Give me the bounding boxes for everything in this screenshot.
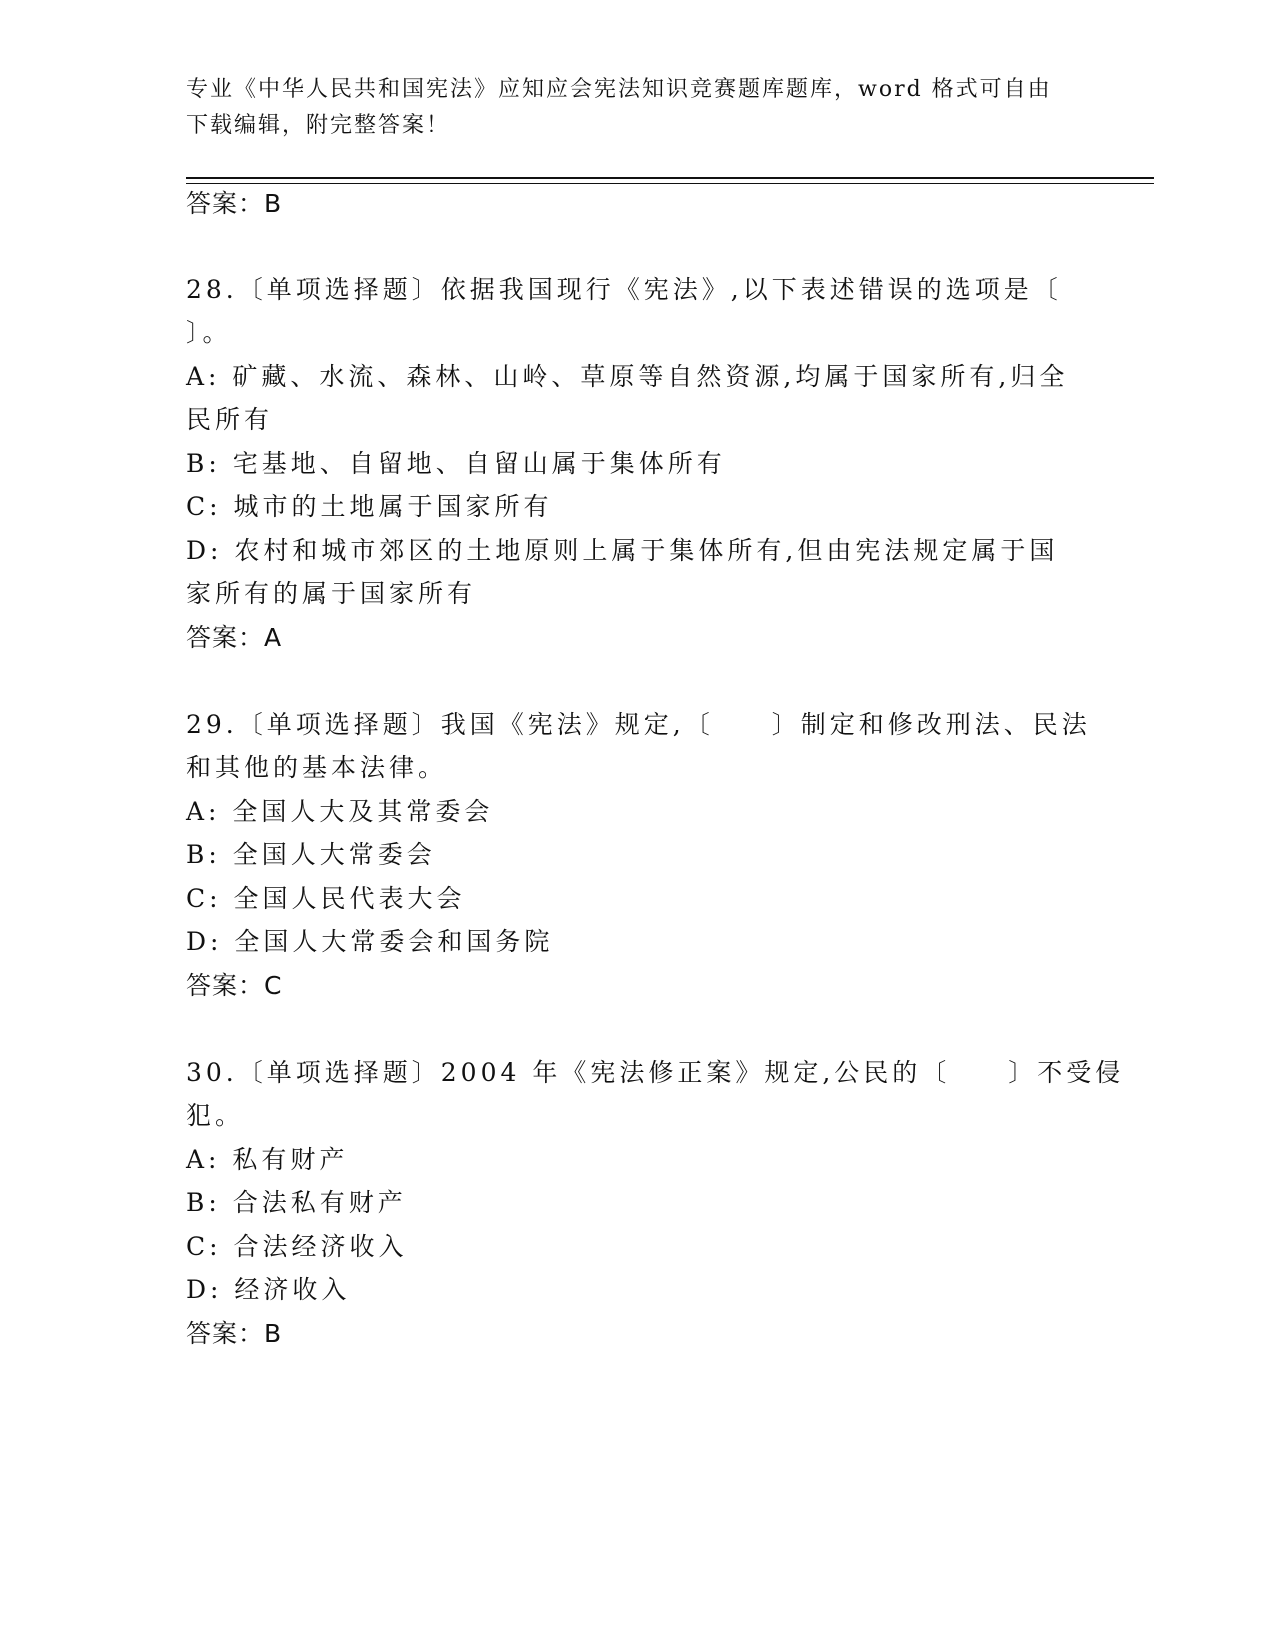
question-stem: 29.〔单项选择题〕我国《宪法》规定,〔 〕制定和修改刑法、民法 [186, 710, 1091, 739]
option-d-continued: 家所有的属于国家所有 [186, 579, 477, 608]
option-d: D: 经济收入 [186, 1275, 351, 1304]
question-stem-continued: 犯。 [186, 1101, 245, 1130]
option-d: D: 全国人大常委会和国务院 [186, 927, 554, 956]
question-stem-continued: 和其他的基本法律。 [186, 753, 448, 782]
option-c: C: 全国人民代表大会 [186, 884, 466, 913]
option-b: B: 全国人大常委会 [186, 840, 436, 869]
header-divider-thick [186, 177, 1154, 179]
answer-label: 答案：B [186, 189, 283, 218]
option-d: D: 农村和城市郊区的土地原则上属于集体所有,但由宪法规定属于国 [186, 536, 1059, 565]
header-line-1: 专业《中华人民共和国宪法》应知应会宪法知识竞赛题库题库，word 格式可自由 [186, 77, 1052, 102]
option-a: A: 私有财产 [186, 1145, 349, 1174]
option-b: B: 宅基地、自留地、自留山属于集体所有 [186, 449, 726, 478]
option-b: B: 合法私有财产 [186, 1188, 407, 1217]
answer-label: 答案：C [186, 971, 283, 1000]
option-a: A: 矿藏、水流、森林、山岭、草原等自然资源,均属于国家所有,归全 [186, 362, 1069, 391]
header-line-2: 下载编辑，附完整答案！ [186, 113, 451, 138]
option-c: C: 城市的土地属于国家所有 [186, 492, 553, 521]
header-divider-thin [186, 183, 1154, 184]
question-stem: 28.〔单项选择题〕依据我国现行《宪法》,以下表述错误的选项是〔 [186, 275, 1062, 304]
answer-label: 答案：A [186, 623, 283, 652]
option-c: C: 合法经济收入 [186, 1232, 408, 1261]
question-stem: 30.〔单项选择题〕2004 年《宪法修正案》规定,公民的〔 〕不受侵 [186, 1058, 1125, 1087]
question-stem-continued: 〕。 [186, 318, 232, 347]
document-header [186, 72, 1066, 144]
option-a-continued: 民所有 [186, 405, 274, 434]
answer-label: 答案：B [186, 1319, 283, 1348]
option-a: A: 全国人大及其常委会 [186, 797, 494, 826]
